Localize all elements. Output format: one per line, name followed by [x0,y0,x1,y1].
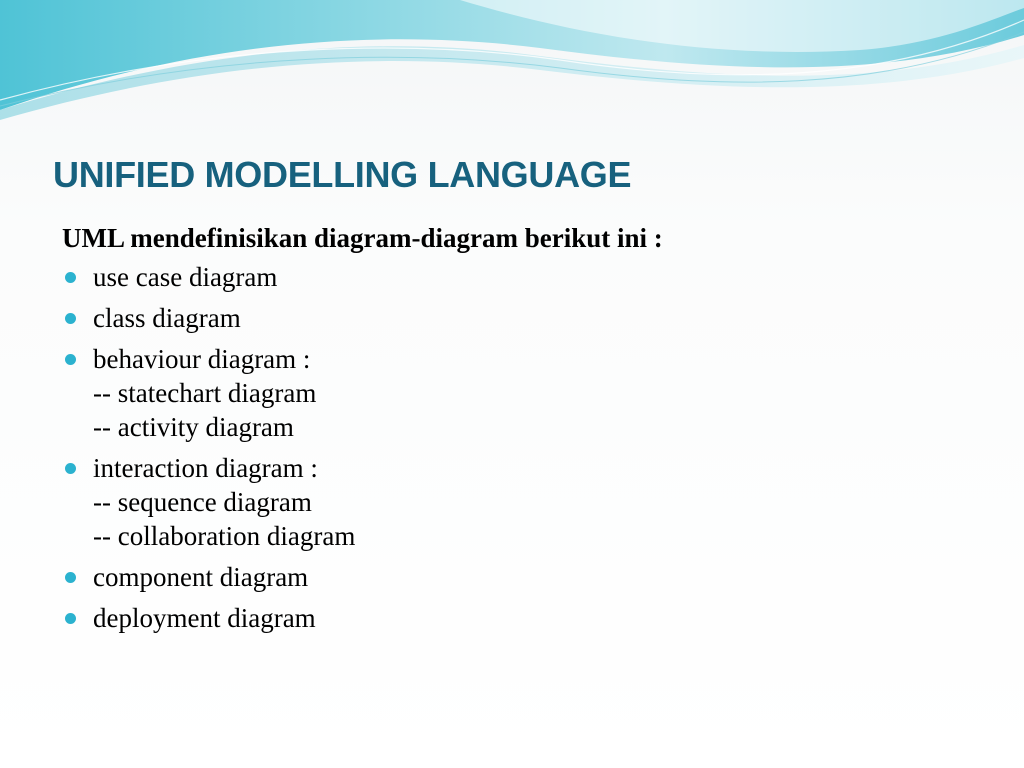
sub-item-sequence: -- sequence diagram [93,487,312,517]
bullet-dot-icon [65,272,76,283]
list-item-label: interaction diagram : [93,453,318,483]
slide-title: UNIFIED MODELLING LANGUAGE [53,154,632,195]
list-item-label: behaviour diagram : [93,344,311,374]
bullet-dot-icon [65,613,76,624]
intro-text: UML mendefinisikan diagram-diagram berikut ini : [62,223,663,253]
list-item-behaviour [62,342,962,444]
list-item-deployment [62,601,962,635]
bullet-dot-icon [65,354,76,365]
bullet-dot-icon [65,572,76,583]
diagram-list [62,260,962,635]
bullet-dot-icon [65,463,76,474]
list-item-use-case [62,260,962,294]
sub-item-activity: -- activity diagram [93,412,294,442]
list-item-label: class diagram [93,303,241,333]
list-item-label: use case diagram [93,262,278,292]
list-item-interaction [62,451,962,553]
list-item-label: component diagram [93,562,309,592]
sub-item-collaboration: -- collaboration diagram [93,521,356,551]
list-item-component [62,560,962,594]
list-item-class [62,301,962,335]
list-item-label: deployment diagram [93,603,316,633]
header-wave-decoration [0,0,1024,130]
sub-item-statechart: -- statechart diagram [93,378,317,408]
slide-content [62,220,962,642]
bullet-dot-icon [65,313,76,324]
